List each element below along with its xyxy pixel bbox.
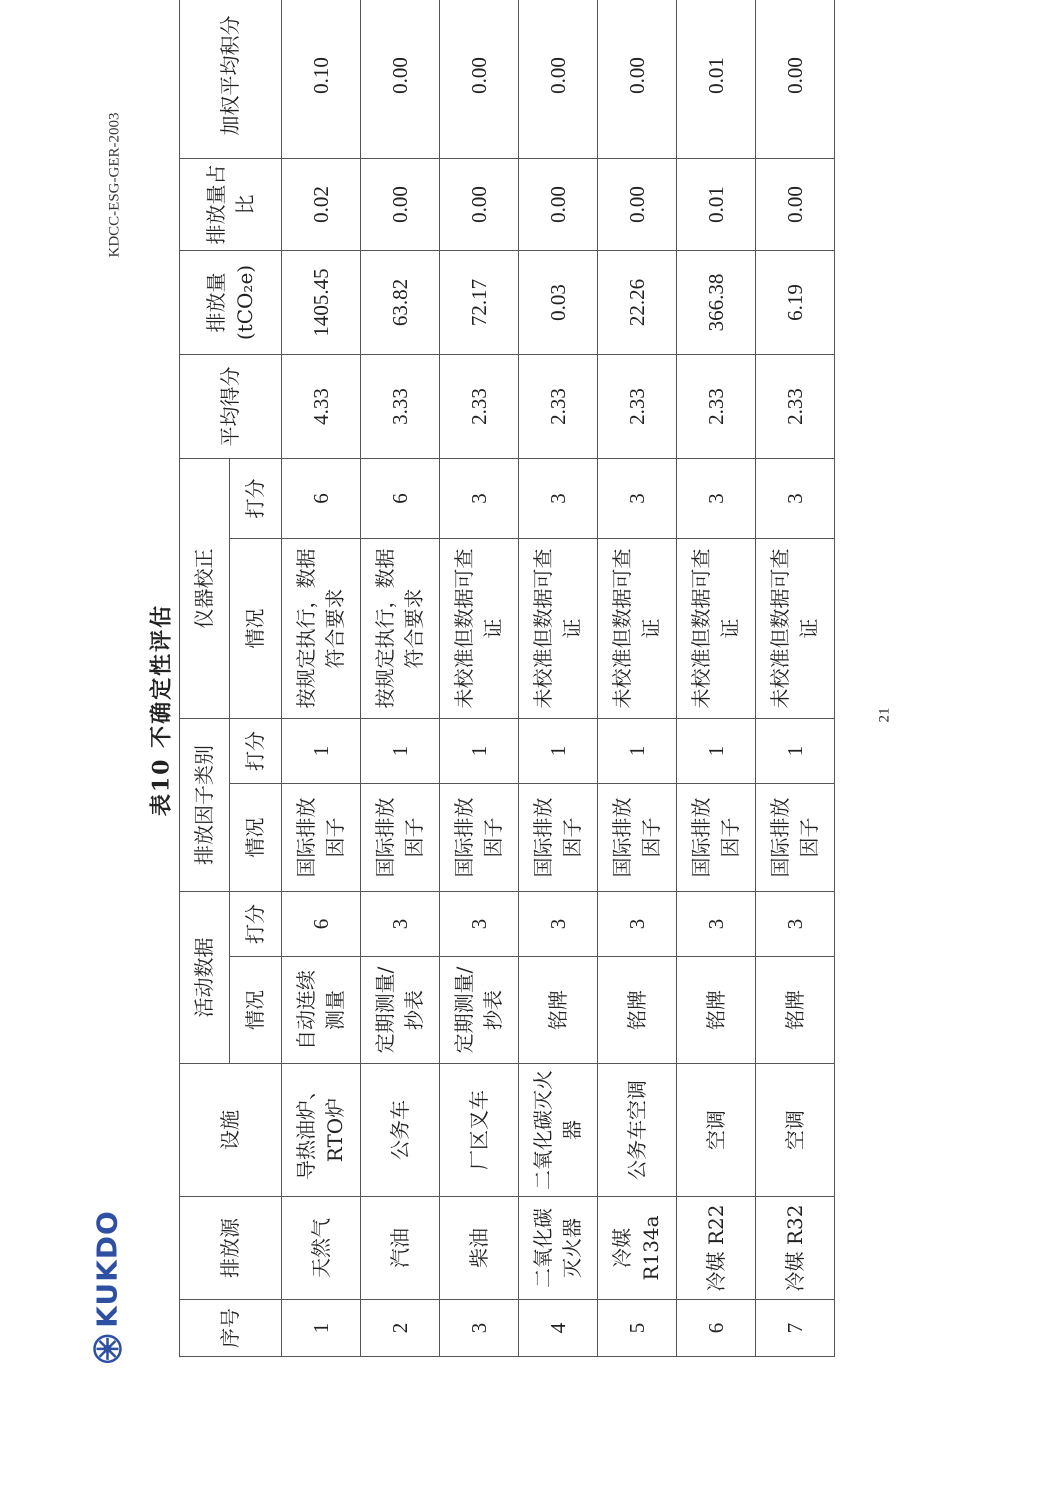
cell-calibration-score: 3 [756,459,835,539]
header-factor-situation: 情况 [230,784,282,892]
cell-emission: 366.38 [677,251,756,355]
cell-activity-situation: 定期测量/抄表 [361,957,440,1064]
cell-facility: 导热油炉、RTO炉 [282,1064,361,1197]
document-number-text: KDCC-ESG-GER-2003 [106,112,123,258]
cell-factor-score: 1 [598,719,677,784]
cell-facility: 二氧化碳灭火器 [519,1064,598,1197]
table-row [440,0,519,1357]
cell-source: 冷媒 R22 [677,1197,756,1300]
table-row [756,0,835,1357]
cell-calibration-score: 3 [598,459,677,539]
cell-avg-score: 2.33 [440,355,519,459]
cell-emission: 0.03 [519,251,598,355]
cell-calibration-score: 3 [440,459,519,539]
cell-emission: 72.17 [440,251,519,355]
cell-factor-situation: 国际排放因子 [677,784,756,892]
header-avg-score: 平均得分 [180,355,282,459]
cell-factor-situation: 国际排放因子 [756,784,835,892]
document-number [100,100,130,270]
logo-text: KUKDO [90,1210,124,1328]
cell-activity-score: 3 [598,892,677,957]
cell-avg-score: 2.33 [677,355,756,459]
cell-weighted: 0.00 [519,0,598,159]
header-activity: 活动数据 [180,892,230,1064]
cell-calibration-score: 3 [677,459,756,539]
cell-source: 冷媒 R32 [756,1197,835,1300]
cell-calibration-situation: 按规定执行，数据符合要求 [361,539,440,719]
cell-seq: 1 [282,1300,361,1357]
cell-facility: 公务车空调 [598,1064,677,1197]
cell-ratio: 0.00 [598,159,677,251]
cell-facility: 空调 [677,1064,756,1197]
table-row [282,0,361,1357]
header-seq: 序号 [180,1300,282,1357]
page-number-text: 21 [876,707,893,723]
table-row [519,0,598,1357]
cell-activity-score: 3 [756,892,835,957]
header-calibration: 仪器校正 [180,459,230,719]
cell-ratio: 0.00 [519,159,598,251]
cell-calibration-score: 6 [361,459,440,539]
cell-seq: 4 [519,1300,598,1357]
cell-calibration-situation: 未校准但数据可查证 [677,539,756,719]
cell-activity-situation: 铭牌 [677,957,756,1064]
cell-source: 天然气 [282,1197,361,1300]
header-activity-situation: 情况 [230,957,282,1064]
cell-ratio: 0.01 [677,159,756,251]
cell-calibration-situation: 按规定执行，数据符合要求 [282,539,361,719]
cell-avg-score: 3.33 [361,355,440,459]
cell-source: 冷媒R134a [598,1197,677,1300]
cell-calibration-score: 3 [519,459,598,539]
cell-avg-score: 2.33 [598,355,677,459]
cell-factor-score: 1 [756,719,835,784]
cell-calibration-situation: 未校准但数据可查证 [519,539,598,719]
cell-source: 二氧化碳灭火器 [519,1197,598,1300]
company-logo [82,1212,132,1362]
cell-seq: 3 [440,1300,519,1357]
cell-factor-situation: 国际排放因子 [440,784,519,892]
cell-factor-score: 1 [440,719,519,784]
cell-activity-situation: 自动连续测量 [282,957,361,1064]
cell-seq: 7 [756,1300,835,1357]
cell-ratio: 0.00 [361,159,440,251]
cell-ratio: 0.02 [282,159,361,251]
uncertainty-table [179,0,835,1357]
cell-weighted: 0.00 [598,0,677,159]
header-facility: 设施 [180,1064,282,1197]
header-weighted: 加权平均积分 [180,0,282,159]
cell-factor-situation: 国际排放因子 [361,784,440,892]
cell-activity-situation: 定期测量/抄表 [440,957,519,1064]
cell-factor-score: 1 [282,719,361,784]
cell-activity-score: 3 [677,892,756,957]
cell-facility: 空调 [756,1064,835,1197]
cell-activity-situation: 铭牌 [756,957,835,1064]
cell-activity-score: 3 [361,892,440,957]
table-caption-text: 表10 不确定性评估 [148,603,175,817]
header-calibration-situation: 情况 [230,539,282,719]
cell-avg-score: 2.33 [519,355,598,459]
cell-factor-score: 1 [361,719,440,784]
cell-emission: 1405.45 [282,251,361,355]
cell-weighted: 0.10 [282,0,361,159]
cell-activity-score: 3 [440,892,519,957]
cell-activity-situation: 铭牌 [598,957,677,1064]
logo-emblem-icon [92,1334,122,1364]
cell-factor-score: 1 [519,719,598,784]
cell-facility: 公务车 [361,1064,440,1197]
cell-activity-situation: 铭牌 [519,957,598,1064]
header-activity-score: 打分 [230,892,282,957]
cell-ratio: 0.00 [756,159,835,251]
cell-avg-score: 4.33 [282,355,361,459]
table-row [361,0,440,1357]
header-source: 排放源 [180,1197,282,1300]
table-caption [140,560,180,860]
header-emission: 排放量(tCO₂e) [180,251,282,355]
cell-activity-score: 6 [282,892,361,957]
cell-weighted: 0.01 [677,0,756,159]
cell-weighted: 0.00 [361,0,440,159]
table-row [677,0,756,1357]
cell-ratio: 0.00 [440,159,519,251]
uncertainty-table-container [179,15,835,1357]
cell-emission: 6.19 [756,251,835,355]
cell-activity-score: 3 [519,892,598,957]
cell-source: 汽油 [361,1197,440,1300]
cell-factor-situation: 国际排放因子 [282,784,361,892]
page-number [870,700,900,730]
cell-calibration-situation: 未校准但数据可查证 [756,539,835,719]
header-factor-score: 打分 [230,719,282,784]
cell-factor-situation: 国际排放因子 [519,784,598,892]
cell-seq: 2 [361,1300,440,1357]
cell-emission: 63.82 [361,251,440,355]
cell-factor-score: 1 [677,719,756,784]
cell-source: 柴油 [440,1197,519,1300]
cell-calibration-situation: 未校准但数据可查证 [598,539,677,719]
table-row [598,0,677,1357]
cell-avg-score: 2.33 [756,355,835,459]
cell-emission: 22.26 [598,251,677,355]
cell-seq: 6 [677,1300,756,1357]
cell-weighted: 0.00 [440,0,519,159]
cell-calibration-score: 6 [282,459,361,539]
cell-calibration-situation: 未校准但数据可查证 [440,539,519,719]
header-factor: 排放因子类别 [180,719,230,892]
cell-weighted: 0.00 [756,0,835,159]
cell-facility: 厂区叉车 [440,1064,519,1197]
cell-seq: 5 [598,1300,677,1357]
header-calibration-score: 打分 [230,459,282,539]
cell-factor-situation: 国际排放因子 [598,784,677,892]
header-ratio: 排放量占比 [180,159,282,251]
table-header-row-top [180,0,230,1357]
